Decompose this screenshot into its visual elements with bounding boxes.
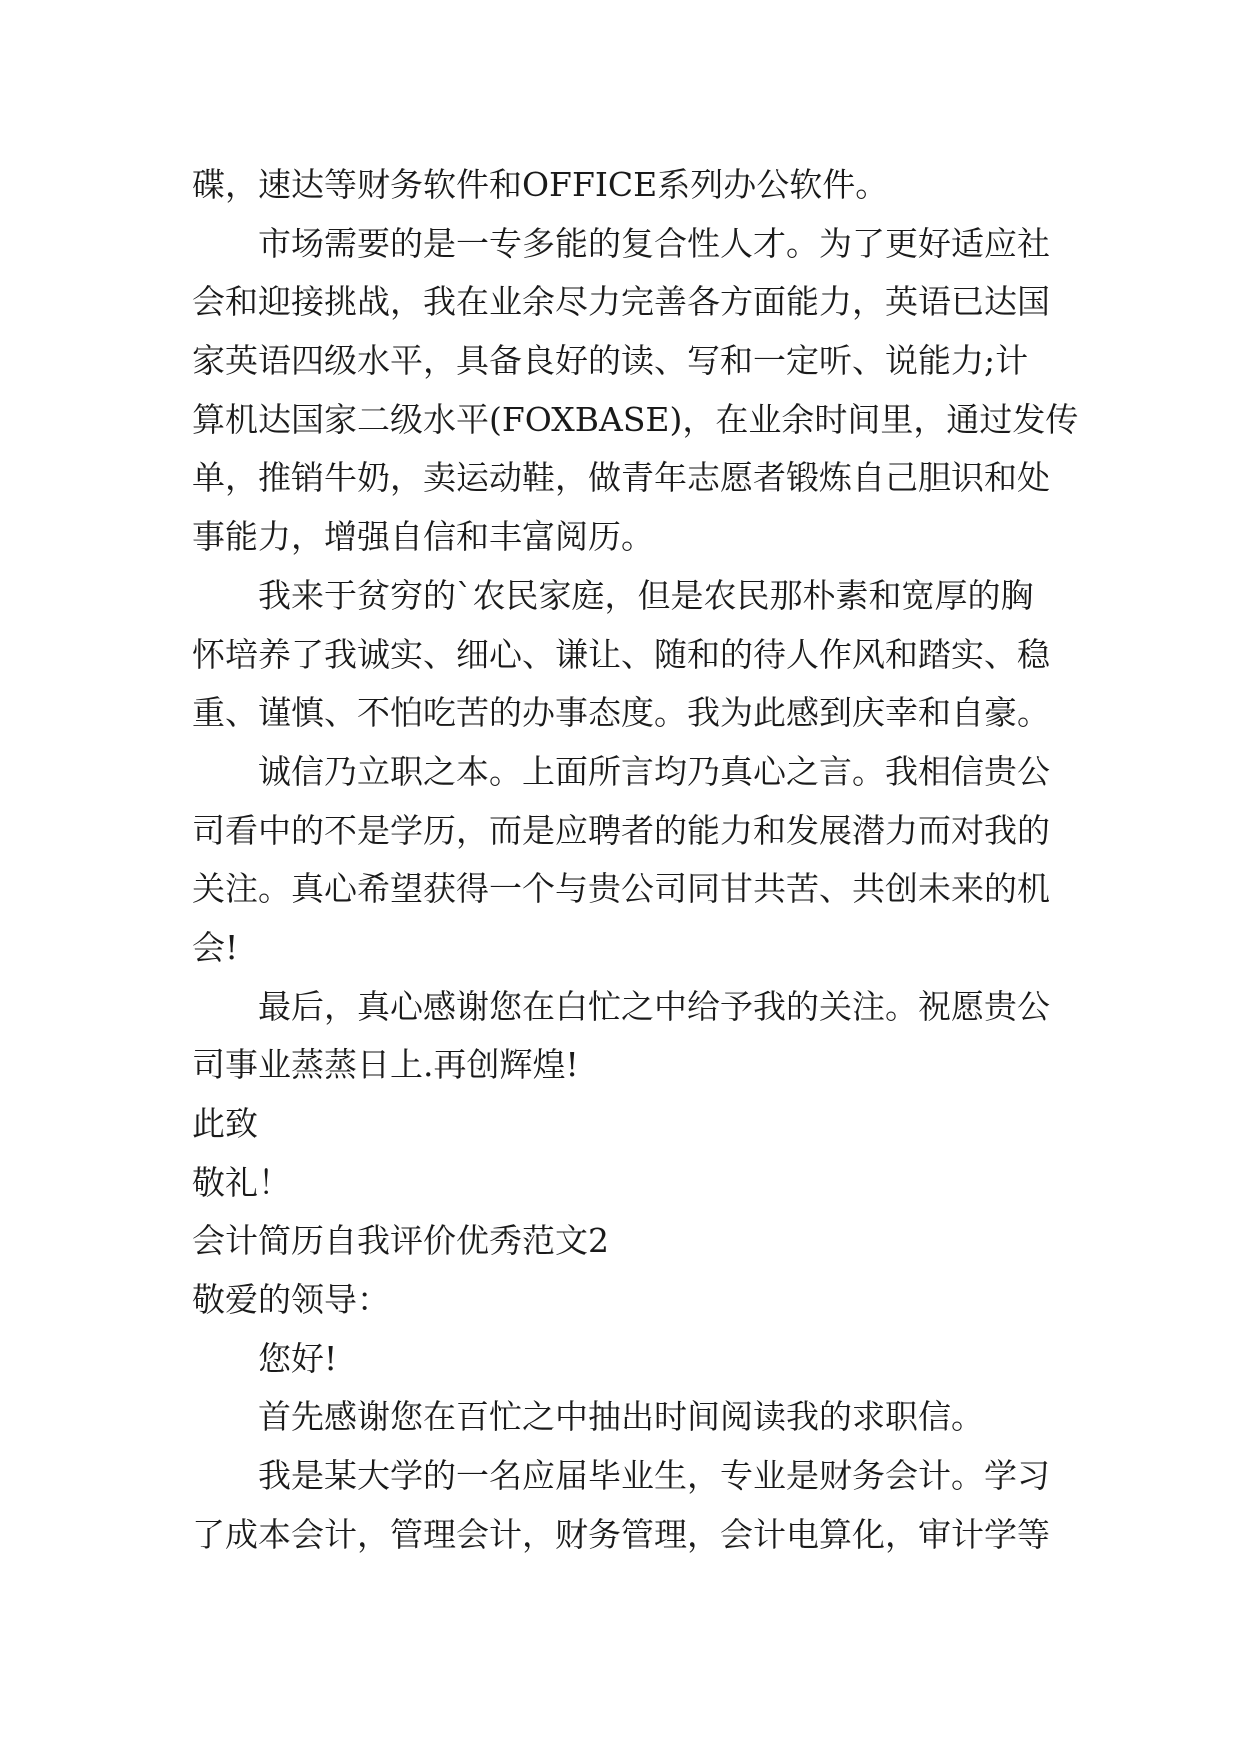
text-line: 关注。真心希望获得一个与贵公司同甘共苦、共创未来的机 [192,869,1050,909]
text-line: 事能力，增强自信和丰富阅历。 [192,517,654,557]
text-line: 您好! [258,1338,338,1378]
text-line: 家英语四级水平，具备良好的读、写和一定听、说能力;计 [192,341,1029,381]
text-line: 算机达国家二级水平(FOXBASE)，在业余时间里，通过发传 [192,399,1079,439]
text-line: 敬礼！ [192,1162,291,1202]
text-line: 市场需要的是一专多能的复合性人才。为了更好适应社 [258,223,1050,263]
text-line: 重、谨慎、不怕吃苦的办事态度。我为此感到庆幸和自豪。 [192,693,1050,733]
text-line: 会! [192,927,239,967]
text-line: 司事业蒸蒸日上.再创辉煌! [192,1045,579,1085]
text-line: 此致 [192,1104,258,1143]
text-line: 我来于贫穷的`农民家庭，但是农民那朴素和宽厚的胸 [258,575,1034,615]
text-line: 了成本会计，管理会计，财务管理，会计电算化，审计学等 [192,1514,1050,1554]
document-body [192,156,1079,1565]
text-line: 单，推销牛奶，卖运动鞋，做青年志愿者锻炼自己胆识和处 [192,458,1050,498]
text-line: 会计简历自我评价优秀范文2 [192,1221,609,1261]
text-line: 最后，真心感谢您在白忙之中给予我的关注。祝愿贵公 [258,986,1050,1026]
text-line: 首先感谢您在百忙之中抽出时间阅读我的求职信。 [258,1397,984,1437]
text-line: 碟，速达等财务软件和OFFICE系列办公软件。 [192,165,889,204]
text-line: 会和迎接挑战，我在业余尽力完善各方面能力，英语已达国 [192,282,1050,322]
text-line: 司看中的不是学历，而是应聘者的能力和发展潜力而对我的 [192,810,1050,850]
text-line: 敬爱的领导： [192,1280,390,1320]
text-line: 我是某大学的一名应届毕业生，专业是财务会计。学习 [258,1456,1050,1496]
text-line: 怀培养了我诚实、细心、谦让、随和的待人作风和踏实、稳 [192,634,1050,674]
text-line: 诚信乃立职之本。上面所言均乃真心之言。我相信贵公 [258,751,1050,791]
